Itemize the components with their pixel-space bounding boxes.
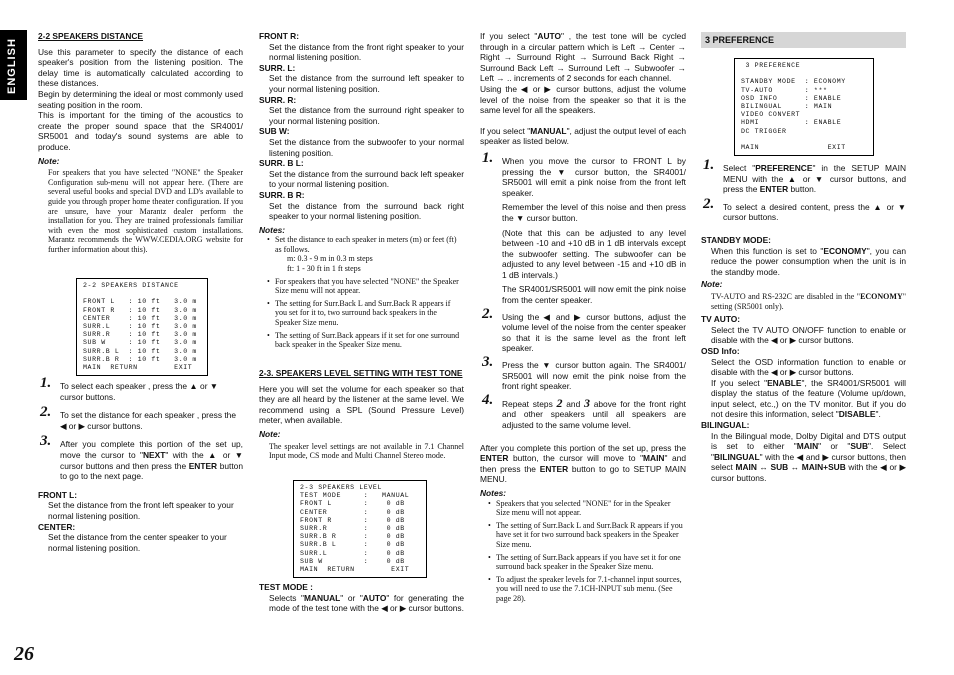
step-text: Press the ▼ cursor button again. The SR4001/ SR5001 will now emit the pink noise from the front right speaker. xyxy=(502,360,686,392)
speaker-item-label: SUB W: xyxy=(259,126,290,137)
keyword: ENABLE xyxy=(767,377,802,388)
step-text: button to go to the next page. xyxy=(60,460,243,482)
tv-auto-label: TV AUTO: xyxy=(701,314,741,325)
note-text: ft: 1 - 30 ft in 1 ft steps xyxy=(287,264,361,274)
step-text: After you complete this portion of the set up, move the cursor to " xyxy=(60,439,243,460)
notes-title: Notes: xyxy=(480,487,507,498)
auto-paragraph-2: Using the ◀ or ▶ cursor buttons, adjust the volume level of the noise from the speaker so that it is the same level for all the speakers. xyxy=(480,83,686,116)
text: ". Select " xyxy=(711,441,907,462)
step-keyword: ENTER xyxy=(188,460,218,471)
step-text: Using the ◀ and ▶ cursor buttons, adjust the volume level of the noise from the center speaker so that it is the same level as the front left speaker. xyxy=(502,311,686,354)
keyword: AUTO xyxy=(362,592,387,603)
page-number: 26 xyxy=(14,643,34,665)
section-heading-speakers-level: 2-3. SPEAKERS LEVEL SETTING WITH TEST TONE xyxy=(259,368,463,378)
speaker-item-text: Set the distance from the surround back right speaker to your normal listening position. xyxy=(269,200,464,222)
note-title: Note: xyxy=(701,279,723,290)
standby-mode-label: STANDBY MODE: xyxy=(701,234,771,245)
text: with the ◀ or ▶ cursor buttons. xyxy=(711,462,906,484)
note-text: m: 0.3 - 9 m in 0.3 m steps xyxy=(287,254,373,264)
step-number: 3. xyxy=(40,433,52,450)
keyword: MAIN ↔ SUB ↔ MAIN+SUB xyxy=(735,462,846,473)
keyword: MANUAL xyxy=(530,125,567,136)
column-4 xyxy=(701,157,907,484)
text: " and then press the xyxy=(480,453,686,474)
text: Select " xyxy=(723,163,756,173)
speaker-item-label: SURR. R: xyxy=(259,94,297,105)
osd-screen-speakers-distance: 2-2 SPEAKERS DISTANCE FRONT L : 10 ft 3.0 m FRONT R : 10 ft 3.0 m CENTER : 10 ft 3.0 m SURR.L : 10 ft 3.0 m SURR.R : 10 ft 3.0 m SUB W : 10 ft 3.0 m SURR.B L : 10 ft 3.0 m SURR.B R : 10 ft 3.0 m MAIN RETURN EXIT xyxy=(76,278,208,376)
speaker-item-label: SURR. B R: xyxy=(259,189,305,200)
osd-info-text-2 xyxy=(701,378,906,420)
test-mode-label: TEST MODE : xyxy=(259,582,313,592)
keyword: MAIN xyxy=(643,453,665,464)
step-number: 1. xyxy=(40,375,52,391)
osd-screen-preference: 3 PREFERENCE STANDBY MODE : ECONOMY TV-AUTO : *** OSD INFO : ENABLE BILINGUAL : MAIN VIDEO CONVERT HDMI : ENABLE DC TRIGGER MAIN EXIT xyxy=(734,58,874,156)
text: When this function is set to " xyxy=(711,245,824,256)
speaker-item-label: SURR. B L: xyxy=(259,158,304,169)
step-number: 3. xyxy=(482,354,494,371)
osd-info-text: Select the OSD information function to enable or disable with the ◀ or ▶ cursor buttons. xyxy=(711,356,906,378)
keyword: BILINGUAL xyxy=(713,451,760,462)
notes-list xyxy=(480,499,686,604)
text: Selects " xyxy=(269,592,304,603)
step-text: Remember the level of this noise and then press the ▼ cursor button. xyxy=(502,202,686,223)
language-tab xyxy=(0,30,27,100)
speaker-item-label: SURR. L: xyxy=(259,62,296,73)
intro-paragraph: Use this parameter to specify the distance of each speaker's position from the listening position. The delay time is automatically calculated according to these distances. xyxy=(38,46,243,89)
step-text xyxy=(723,163,906,195)
column-1-steps xyxy=(38,375,244,553)
column-2-level xyxy=(259,368,464,461)
text: ", adjust the output level of each speaker as listed below. xyxy=(480,125,686,147)
step-text: To select a desired content, press the ▲ or ▼ cursor buttons. xyxy=(723,201,906,223)
note-text: The speaker level settings are not available in 7.1 Channel Input mode, CS mode and Multi Channel Stereo mode. xyxy=(269,441,464,461)
text: In the Bilingual mode, Dolby Digital and DTS output is set to either " xyxy=(711,430,906,452)
step-text: (Note that this can be adjusted to any level between -10 and +10 dB in 1 dB intervals except the subwoofer setting. The subwoofer can be adjusted to any level between -15 and +10 dB in 1 dB intervals.) xyxy=(502,227,686,280)
column-3 xyxy=(480,31,686,607)
speaker-item-text: Set the distance from the surround left speaker to your normal listening position. xyxy=(269,73,464,94)
text: TV-AUTO and RS-232C are disabled in the " xyxy=(711,291,861,301)
text: " or " xyxy=(340,592,363,603)
speaker-items xyxy=(259,31,464,222)
keyword: SUB xyxy=(850,441,869,452)
note-text: Set the distance to each speaker in meters (m) or feet (ft) as follows. xyxy=(275,235,457,254)
front-l-text: Set the distance from the front left speaker to your normal listening position. xyxy=(48,500,234,521)
note-item: • For speakers that you have selected "NONE" the Speaker Size menu will not appear. xyxy=(267,277,464,296)
keyword: MAIN xyxy=(796,441,819,452)
text: If you select " xyxy=(711,377,768,388)
center-text: Set the distance from the center speaker to your normal listening position. xyxy=(48,532,227,553)
note-text: For speakers that you have selected "NONE" the Speaker Configuration sub-menu will not appear here. (There are several useful books and special DVD and LD's available to guide you through proper home theater configuration. If you are unsure, have your Marantz dealer perform the installation for you. They are trained professionals familiar with even the most sophisticated custom installations. Marantz recommends the WWW.CEDIA.ORG website for further information about this). xyxy=(48,168,243,254)
text: button to go to SETUP MAIN MENU. xyxy=(480,463,686,485)
notes-title: Notes: xyxy=(259,224,286,235)
note-item: • Speakers that you selected "NONE" for in the Speaker Size menu will not appear. xyxy=(488,499,686,518)
after-paragraph xyxy=(480,443,686,485)
note-item: • The setting for Surr.Back L and Surr.Back R appears if you set for it to, two surround back speakers in the Speaker Size menu. xyxy=(267,299,464,328)
note-title: Note: xyxy=(259,428,281,439)
step-text: When you move the cursor to FRONT L by pressing the ▼ cursor button, the SR4001/ SR5001 will emit a pink noise from the front left speaker. xyxy=(502,155,686,198)
text: " with the ◀ and ▶ cursor buttons, then select xyxy=(711,451,906,473)
keyword: ECONOMY xyxy=(823,245,867,256)
center-label: CENTER: xyxy=(38,521,76,532)
keyword: PREFERENCE xyxy=(755,163,813,173)
standby-mode-text xyxy=(701,246,906,278)
bilingual-text xyxy=(701,431,906,484)
column-1 xyxy=(38,31,243,254)
step-number: 2. xyxy=(482,305,494,322)
text: " for generating the mode of the test tone with the ◀ or ▶ cursor buttons. xyxy=(269,592,465,614)
keyword: ENTER xyxy=(480,453,509,464)
text: above for the front right and other speakers until all speakers are adjusted to the same volume level. xyxy=(502,398,686,430)
text: After you complete this portion of the set up, press the xyxy=(480,442,686,453)
keyword: ENTER xyxy=(539,463,569,474)
text: " setting (SR5001 only). xyxy=(711,291,906,311)
osd-screen-speakers-level: 2-3 SPEAKERS LEVEL TEST MODE : MANUAL FRONT L : 0 dB CENTER : 0 dB FRONT R : 0 dB SURR.R : 0 dB SURR.B R : 0 dB SURR.B L : 0 dB SURR.L : 0 dB SUB W : 0 dB MAIN RETURN EXIT xyxy=(293,480,427,578)
step-number: 1. xyxy=(703,157,715,173)
speaker-item-text: Set the distance from the subwoofer to your normal listening position. xyxy=(269,136,464,158)
front-l-label: FRONT L: xyxy=(38,489,78,500)
text: " in the SETUP MAIN MENU with the ▲ or ▼ cursor buttons, and press the xyxy=(723,163,906,195)
speaker-item-label: FRONT R: xyxy=(259,31,300,41)
keyword: ECONOMY xyxy=(860,291,903,301)
osd-info-label: OSD Info: xyxy=(701,345,740,356)
text: " , the test tone will be cycled through in a circular pattern which is Left → Center → Right → Surround Right → Surround Back Right → Surround Back Left → Surround Left → Subwoofer → Left → .. increments of 2 seconds for each channel. xyxy=(480,31,686,84)
keyword: AUTO xyxy=(537,31,561,41)
speaker-item-text: Set the distance from the front right speaker to your normal listening position. xyxy=(269,41,464,63)
note-item: • The setting of Surr.Back L and Surr.Back R appears if you have set it for two surround back speakers in the Speaker Size menu. xyxy=(488,521,686,550)
step-number: 4. xyxy=(482,391,494,408)
step-text: To select each speaker , press the ▲ or ▼ cursor buttons. xyxy=(60,381,219,402)
text: If you select " xyxy=(480,31,538,41)
step-number: 1. xyxy=(482,149,494,166)
note-item: • To adjust the speaker levels for 7.1-channel input sources, you will need to use the 7.1CH-INPUT sub menu. (See page 28). xyxy=(488,575,686,604)
text: button. xyxy=(788,184,817,195)
text: and xyxy=(562,398,584,409)
test-mode-block xyxy=(259,582,464,614)
keyword: MANUAL xyxy=(304,592,341,603)
language-tab-label: ENGLISH xyxy=(6,38,18,94)
step-text: " with the ▲ or ▼ cursor buttons and then press the xyxy=(60,449,244,471)
keyword: ENTER xyxy=(759,184,789,195)
notes-list xyxy=(259,235,464,350)
step-text: To set the distance for each speaker , press the ◀ or ▶ cursor buttons. xyxy=(60,410,236,431)
text: ", you can reduce the power consumption when the unit is in the standby mode. xyxy=(711,245,906,277)
step-ref: 2 xyxy=(556,395,563,410)
text: " or " xyxy=(818,441,851,452)
speaker-item-text: Set the distance from the surround right speaker to your normal listening position. xyxy=(269,105,464,126)
text: button, the cursor will move to " xyxy=(508,453,644,464)
step-text: The SR4001/SR5001 will now emit the pink noise from the center speaker. xyxy=(502,284,686,306)
text: If you select " xyxy=(480,125,531,136)
step-number: 2. xyxy=(703,195,715,212)
test-mode-text xyxy=(259,593,464,614)
note-text xyxy=(701,292,906,311)
note-title: Note: xyxy=(38,155,60,166)
keyword: DISABLE xyxy=(838,409,876,420)
manual-paragraph xyxy=(480,126,686,147)
step-text xyxy=(502,395,686,431)
section-heading-speakers-distance: 2-2 SPEAKERS DISTANCE xyxy=(38,31,144,41)
column-2 xyxy=(259,31,464,353)
bilingual-label: BILINGUAL: xyxy=(701,420,750,431)
section-heading-preference: 3 PREFERENCE xyxy=(701,32,906,48)
step-ref: 3 xyxy=(583,395,590,410)
text: Repeat steps xyxy=(502,398,557,409)
intro-paragraph: Here you will set the volume for each speaker so that they are all heard by the listener at the same level. We recommend using a SPL (Sound Pressure Level) meter, when available. xyxy=(259,383,464,426)
text: ", the SR4001/SR5001 will display the status of the feature (Volume up/down, input select, etc.,) on the TV monitor. But if you do not desire this information, select " xyxy=(711,377,906,420)
step-keyword: NEXT xyxy=(143,449,166,460)
tv-auto-text: Select the TV AUTO ON/OFF function to enable or disable with the ◀ or ▶ cursor buttons. xyxy=(711,324,906,346)
note-item: • The setting of Surr.Back appears if it set for one surround back speaker in the Speaker Size menu. xyxy=(267,331,464,350)
auto-paragraph xyxy=(480,31,686,84)
intro-paragraph: Begin by determining the ideal or most commonly used seating position in the room. xyxy=(38,88,243,110)
text: ". xyxy=(875,409,881,420)
note-item: • The setting of Surr.Back appears if you have set it for one surround back speaker in the Speaker Size menu. xyxy=(488,553,686,572)
speaker-item-text: Set the distance from the surround back left speaker to your normal listening position. xyxy=(269,168,464,190)
note-item xyxy=(267,235,464,273)
intro-paragraph: This is important for the timing of the acoustics to create the proper sound space that the SR4001/ SR5001 and today's sound systems are able to produce. xyxy=(38,110,243,152)
step-number: 2. xyxy=(40,404,52,421)
